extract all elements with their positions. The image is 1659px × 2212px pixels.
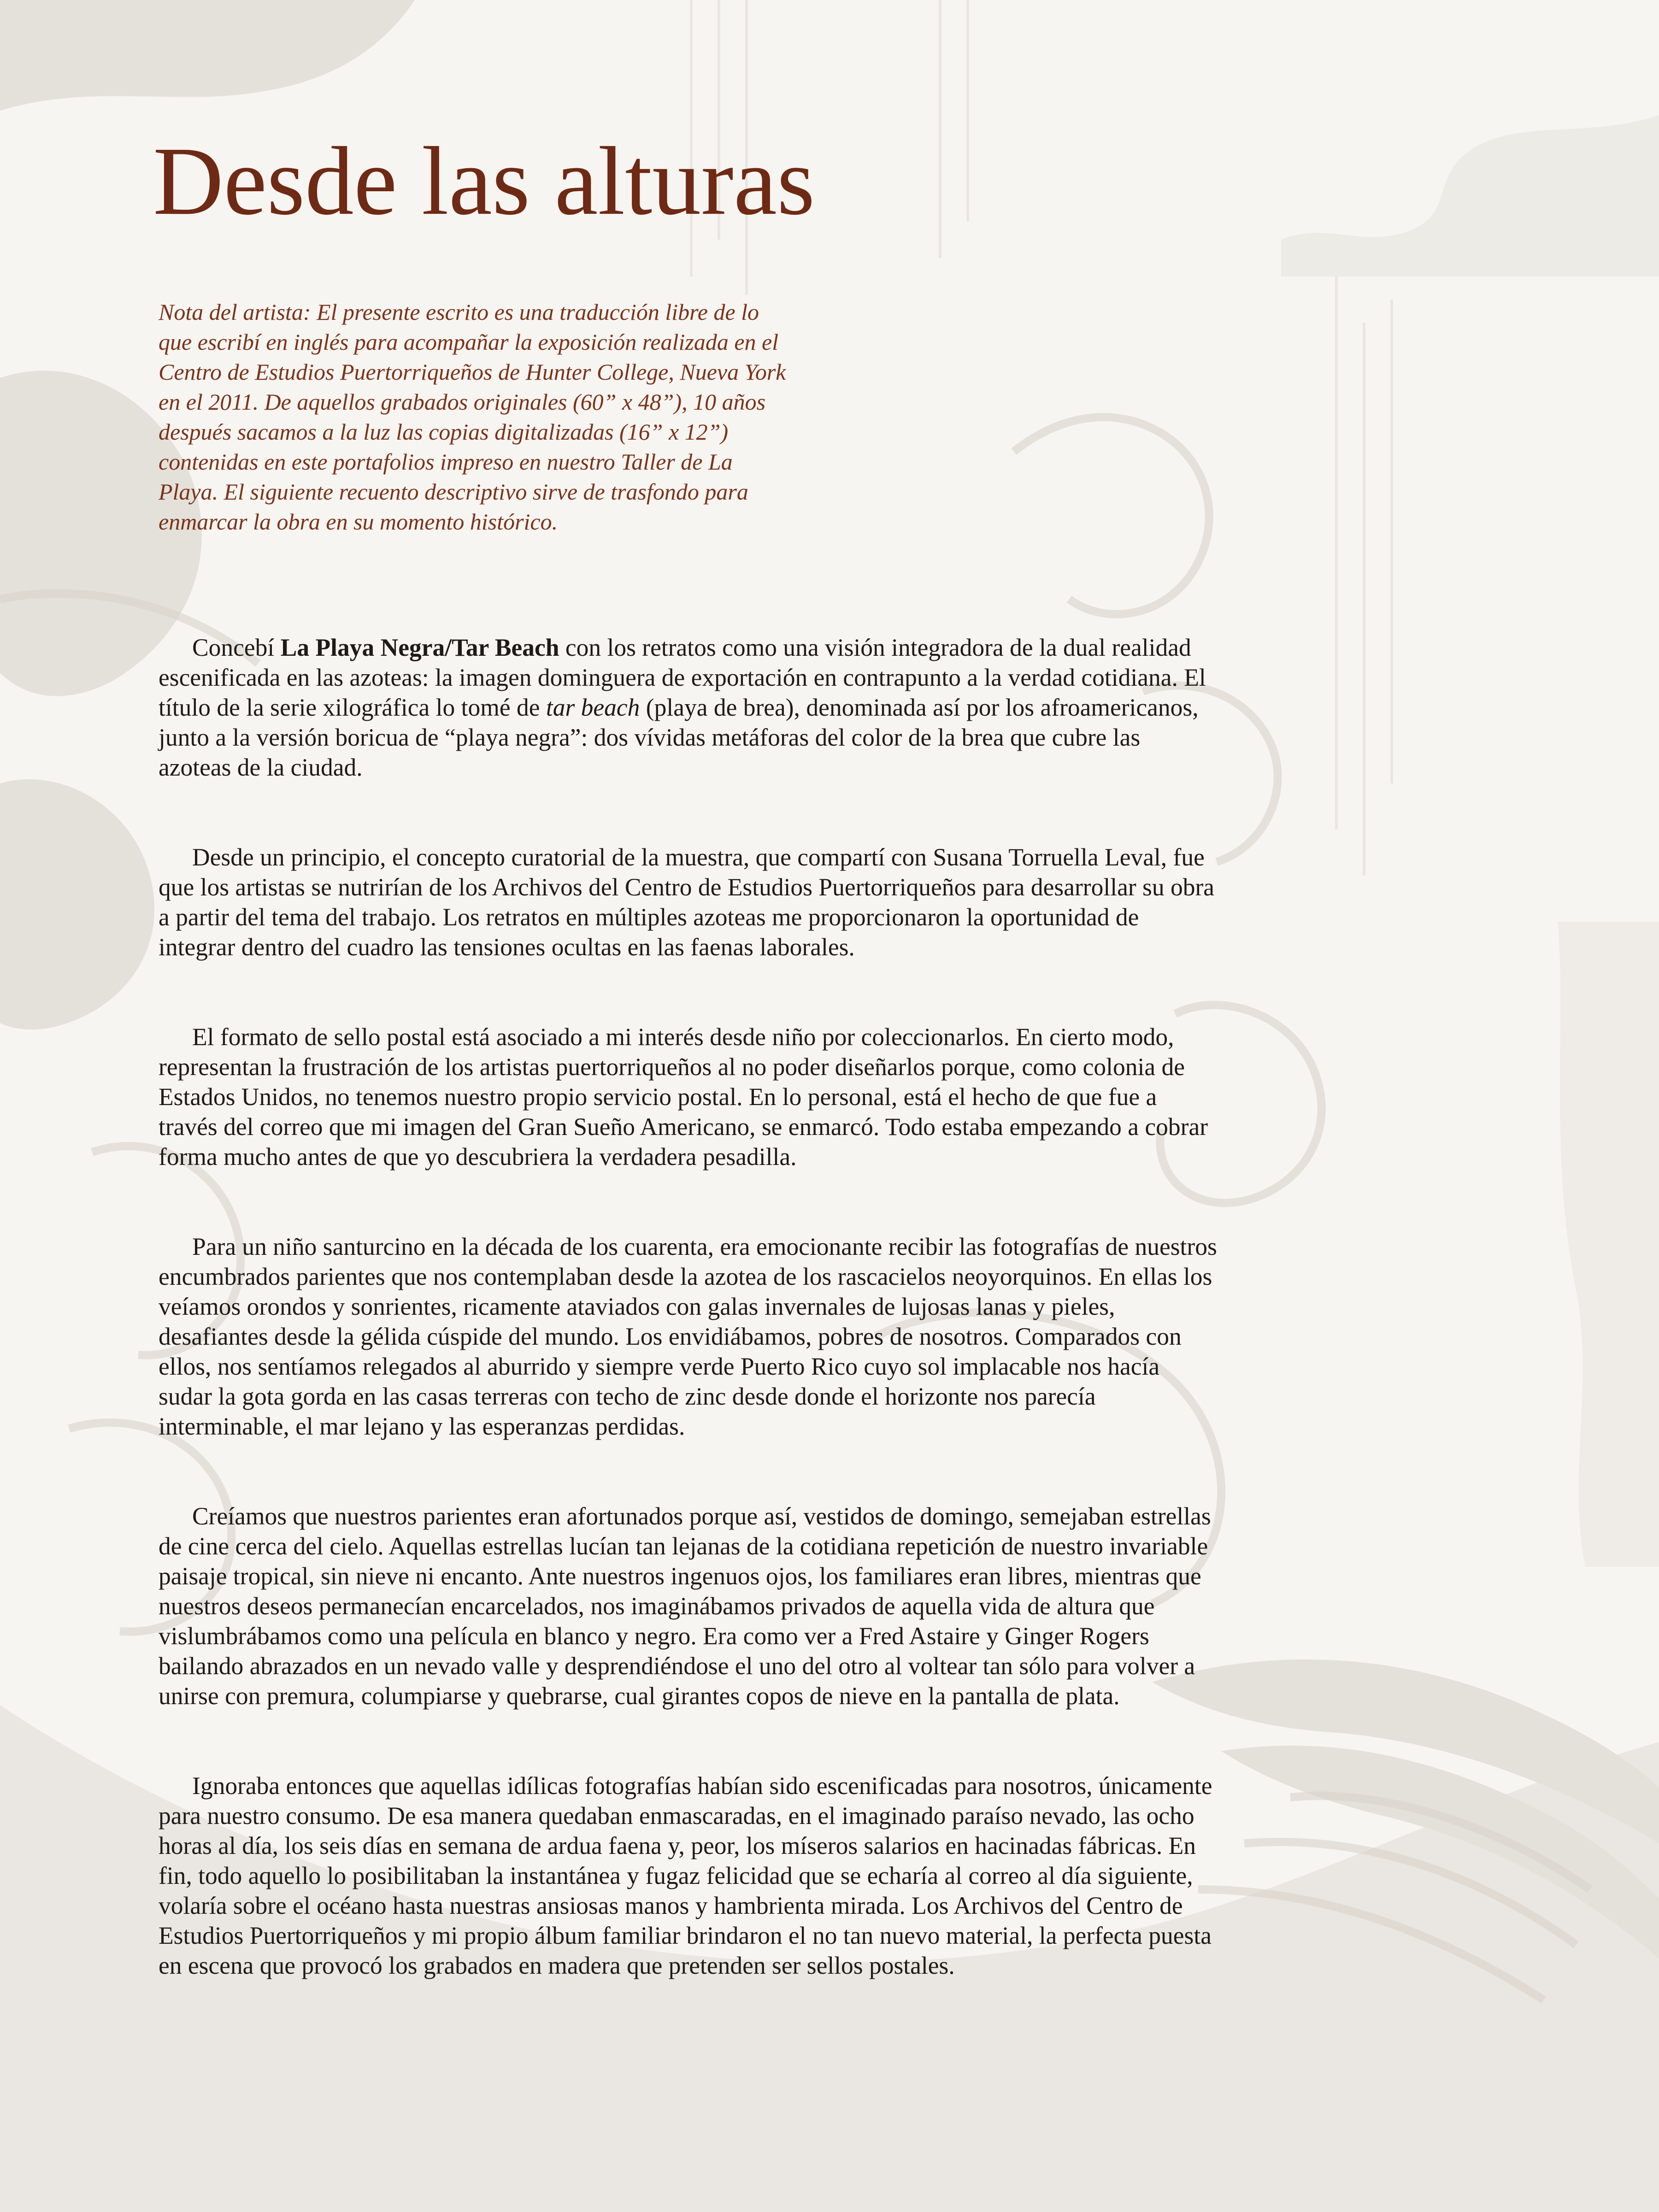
term-tar-beach: tar beach (546, 694, 640, 721)
page-title: Desde las alturas (153, 127, 815, 235)
paragraph-curatorial-concept: Desde un principio, el concepto curatorial de la muestra, que compartí con Susana Torruella Leval, fue que los artistas se nutrirían de los Archivos del Centro de Estudios Puertorriqueños para desarrollar su obra a partir del tema del trabajo. Los retratos en múltiples azoteas me proporcionaron la oportunidad de integrar dentro del cuadro las tensiones ocultas en las faenas laborales. (159, 843, 1215, 961)
paragraph-intro-mid: con los retratos como una visión integradora de la dual realidad escenificada en las azoteas: la imagen dominguera de exportación en contrapunto a la verdad cotidiana. El título de la serie xilográfica lo tomé de (159, 634, 1206, 721)
article-body (159, 633, 1218, 2041)
paragraph-staged-photos: Ignoraba entonces que aquellas idílicas fotografías habían sido escenificadas para nosotros, únicamente para nuestro consumo. De esa manera quedaban enmascaradas, en el imaginado paraíso nevado, las ocho horas al día, los seis días en semana de ardua faena y, peor, los míseros salarios en hacinadas fábricas. En fin, todo aquello lo posibilitaban la instantánea y fugaz felicidad que se echaría al correo al día siguiente, volaría sobre el océano hasta nuestras ansiosas manos y hambrienta mirada. Los Archivos del Centro de Estudios Puertorriqueños y mi propio álbum familiar brindaron el no tan nuevo material, la perfecta puesta en escena que provocó los grabados en madera que pretenden ser sellos postales. (159, 1772, 1212, 1979)
paragraph-intro-lead: Concebí (192, 634, 281, 661)
artist-note: Nota del artista: El presente escrito es una traducción libre de lo que escribí en inglés para acompañar la exposición realizada en el Centro de Estudios Puertorriqueños de Hunter College, Nueva York en el 2011. De aquellos grabados originales (60” x 48”), 10 años después sacamos a la luz las copias digitalizadas (16” x 12”) contenidas en este portafolios impreso en nuestro Taller de La Playa. El siguiente recuento descriptivo sirve de trasfondo para enmarcar la obra en su momento histórico. (159, 299, 786, 535)
paragraph-postal-stamp: El formato de sello postal está asociado a mi interés desde niño por coleccionarlos. En cierto modo, representan la frustración de los artistas puertorriqueños al no poder diseñarlos porque, como colonia de Estados Unidos, no tenemos nuestro propio servicio postal. En lo personal, está el hecho de que fue a través del correo que mi imagen del Gran Sueño Americano, se enmarcó. Todo estaba empezando a cobrar forma mucho antes de que yo descubriera la verdadera pesadilla. (159, 1023, 1208, 1171)
series-title: La Playa Negra/Tar Beach (280, 634, 559, 661)
paragraph-childhood-photos: Para un niño santurcino en la década de los cuarenta, era emocionante recibir las fotografías de nuestros encumbrados parientes que nos contemplaban desde la azotea de los rascacielos neoyorquinos. En ellas los veíamos orondos y sonrientes, ricamente ataviados con galas invernales de lujosas lanas y pieles, desafiantes desde la gélida cúspide del mundo. Los envidiábamos, pobres de nosotros. Comparados con ellos, nos sentíamos relegados al aburrido y siempre verde Puerto Rico cuyo sol implacable nos hacía sudar la gota gorda en las casas terreras con techo de zinc desde donde el horizonte nos parecía interminable, el mar lejano y las esperanzas perdidas. (159, 1233, 1217, 1440)
paragraph-intro (159, 633, 1218, 782)
paragraph-intro-tail: (playa de brea), denominada así por los afroamericanos, junto a la versión boricua de “playa negra”: dos vívidas metáforas del color de la brea que cubre las azoteas de la ciudad. (159, 694, 1199, 781)
paragraph-movie-stars: Creíamos que nuestros parientes eran afortunados porque así, vestidos de domingo, semejaban estrellas de cine cerca del cielo. Aquellas estrellas lucían tan lejanas de la cotidiana repetición de nuestro invariable paisaje tropical, sin nieve ni encanto. Ante nuestros ingenuos ojos, los familiares eran libres, mientras que nuestros deseos permanecían encarcelados, nos imaginábamos privados de aquella vida de altura que vislumbrábamos como una película en blanco y negro. Era como ver a Fred Astaire y Ginger Rogers bailando abrazados en un nevado valle y desprendiéndose el uno del otro al voltear tan sólo para volver a unirse con premura, columpiarse y quebrarse, cual girantes copos de nieve en la pantalla de plata. (159, 1502, 1211, 1710)
